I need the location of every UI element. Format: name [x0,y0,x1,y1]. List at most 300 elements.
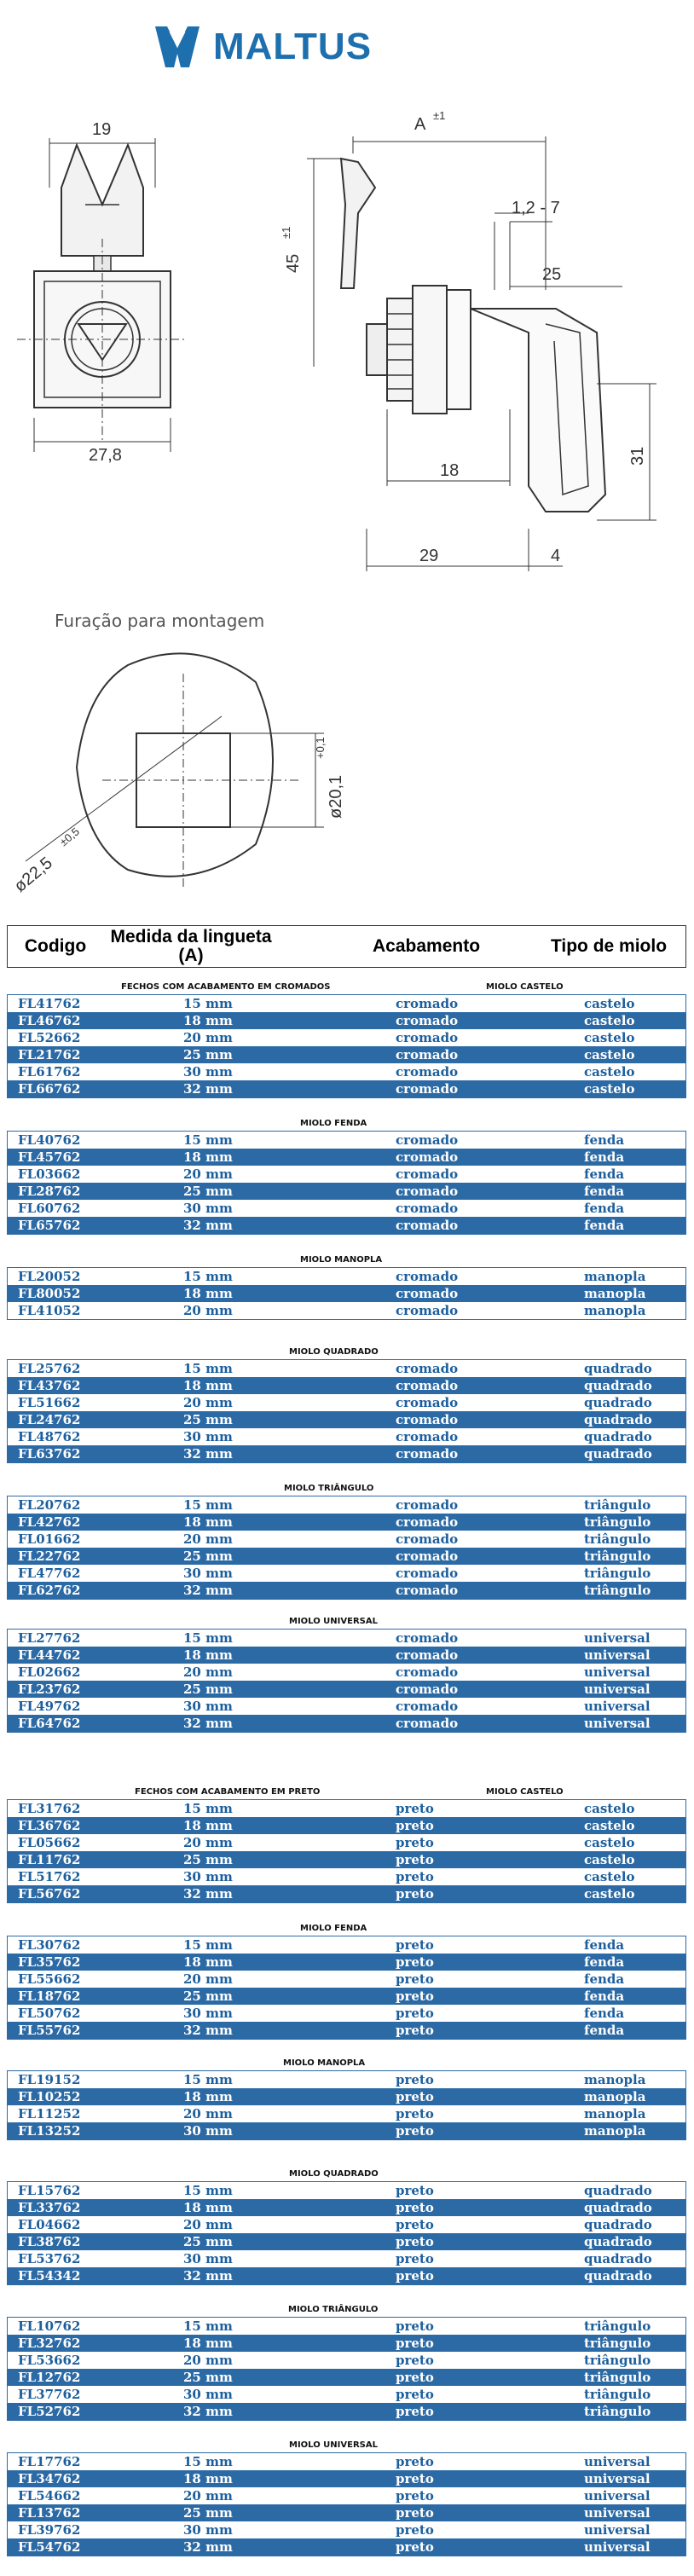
cell-miolo: quadrado [584,1429,652,1444]
cell-medida: 30 mm [183,1429,233,1444]
cell-acabamento: cromado [396,1497,459,1513]
cell-miolo: manopla [584,2072,646,2087]
cell-codigo: FL30762 [18,1937,81,1953]
cell-codigo: FL04662 [18,2217,81,2232]
table-row [8,1012,685,1029]
header-tipo-miolo: Tipo de miolo [550,936,668,956]
cell-codigo: FL25762 [18,1361,81,1376]
cell-miolo: fenda [584,1988,625,2004]
cell-medida: 15 mm [183,1801,233,1816]
table-row [8,2216,685,2233]
table-row [8,2233,685,2250]
cell-codigo: FL80052 [18,1286,81,1301]
section-finish-label: FECHOS COM ACABAMENTO EM CROMADOS [121,982,331,992]
cell-medida: 25 mm [183,1852,233,1867]
table-row [8,1800,685,1817]
cell-miolo: castelo [584,1030,635,1045]
dim-45-tol: ±1 [280,226,292,239]
cell-medida: 32 mm [183,1446,233,1462]
cell-acabamento: cromado [396,1149,459,1165]
cell-acabamento: preto [396,2539,434,2555]
cell-codigo: FL41052 [18,1303,81,1318]
cell-codigo: FL63762 [18,1446,81,1462]
table-row [8,1166,685,1183]
cell-codigo: FL47762 [18,1566,81,1581]
cell-codigo: FL61762 [18,1064,81,1080]
cell-acabamento: cromado [396,1630,459,1646]
cell-miolo: quadrado [584,2251,652,2266]
section-miolo-label: MIOLO CASTELO [486,1787,564,1797]
header-codigo: Codigo [24,936,87,956]
cell-miolo: castelo [584,1818,635,1833]
cell-medida: 18 mm [183,1818,233,1833]
table-row [8,1063,685,1080]
cell-medida: 20 mm [183,1395,233,1410]
cell-acabamento: preto [396,2006,434,2021]
cell-acabamento: preto [396,1835,434,1850]
header-medida: Medida da lingueta (A) [110,927,272,965]
table-row [8,1715,685,1732]
maltus-logo-icon [152,21,203,72]
cell-medida: 20 mm [183,1531,233,1547]
cell-miolo: fenda [584,2023,625,2038]
cell-medida: 30 mm [183,1699,233,1714]
cell-acabamento: preto [396,2454,434,2469]
cell-acabamento: preto [396,2183,434,2198]
cell-codigo: FL60762 [18,1201,81,1216]
table-row [8,2521,685,2538]
cell-codigo: FL51662 [18,1395,81,1410]
cell-acabamento: cromado [396,1166,459,1182]
cell-codigo: FL53762 [18,2251,81,2266]
cell-codigo: FL52762 [18,2404,81,2419]
cell-miolo: quadrado [584,2234,652,2249]
cell-miolo: universal [584,1647,651,1663]
table-row [8,1698,685,1715]
cell-miolo: quadrado [584,1378,652,1393]
cell-acabamento: preto [396,2471,434,2486]
table-row [8,2538,685,2556]
cell-medida: 32 mm [183,2023,233,2038]
table-row [8,2335,685,2352]
cell-miolo: fenda [584,1954,625,1970]
table-row [8,1936,685,1954]
dim-25: 25 [542,265,562,284]
cell-acabamento: cromado [396,1429,459,1444]
cell-acabamento: preto [396,1886,434,1902]
cell-acabamento: preto [396,1852,434,1867]
cell-acabamento: cromado [396,1047,459,1062]
brand-name: MALTUS [213,26,373,67]
cell-acabamento: cromado [396,1699,459,1714]
table-row [8,1817,685,1834]
table-row [8,1217,685,1234]
cell-miolo: manopla [584,2089,646,2104]
cell-acabamento: preto [396,2318,434,2334]
section-miolo-label: MIOLO TRIÂNGULO [288,2305,379,2314]
cell-miolo: triângulo [584,2387,651,2402]
cell-miolo: quadrado [584,2183,652,2198]
cell-acabamento: cromado [396,1081,459,1097]
table-section [7,1359,686,1463]
section-miolo-label: MIOLO TRIÂNGULO [284,1484,374,1493]
cell-acabamento: cromado [396,1361,459,1376]
table-row [8,2352,685,2369]
cell-codigo: FL41762 [18,996,81,1011]
cell-medida: 15 mm [183,2318,233,2334]
cell-miolo: fenda [584,1971,625,1987]
cell-medida: 18 mm [183,2336,233,2351]
cell-codigo: FL01662 [18,1531,81,1547]
cell-codigo: FL12762 [18,2370,81,2385]
cell-medida: 15 mm [183,1132,233,1148]
cell-codigo: FL46762 [18,1013,81,1028]
cell-miolo: triângulo [584,1583,651,1598]
cell-miolo: castelo [584,1013,635,1028]
table-section [7,2317,686,2421]
cell-acabamento: cromado [396,1583,459,1598]
cell-acabamento: cromado [396,1514,459,1530]
section-miolo-label: MIOLO UNIVERSAL [289,1617,378,1626]
cell-miolo: triângulo [584,1548,651,1564]
cell-acabamento: preto [396,1818,434,1833]
cell-miolo: triângulo [584,1514,651,1530]
cell-codigo: FL20762 [18,1497,81,1513]
table-row [8,2022,685,2039]
cell-miolo: castelo [584,1852,635,1867]
table-row [8,1394,685,1411]
side-view [280,109,656,571]
cell-medida: 32 mm [183,2268,233,2284]
table-row [8,1885,685,1902]
table-row [8,2369,685,2386]
table-row [8,2267,685,2284]
cell-medida: 32 mm [183,1583,233,1598]
dim-4: 4 [551,547,561,565]
section-miolo-label: MIOLO FENDA [300,1924,367,1933]
cell-codigo: FL32762 [18,2336,81,2351]
cell-miolo: triângulo [584,2353,651,2368]
cell-miolo: manopla [584,2106,646,2122]
table-row [8,1681,685,1698]
cell-miolo: universal [584,2505,651,2521]
table-row [8,2005,685,2022]
cell-codigo: FL33762 [18,2200,81,2215]
table-row [8,1080,685,1097]
technical-drawing [0,85,694,597]
cell-codigo: FL48762 [18,1429,81,1444]
cell-codigo: FL02662 [18,1664,81,1680]
cell-miolo: manopla [584,1269,646,1284]
cell-codigo: FL05662 [18,1835,81,1850]
cell-acabamento: preto [396,2353,434,2368]
cell-miolo: fenda [584,2006,625,2021]
cell-medida: 15 mm [183,1269,233,1284]
table-row [8,2470,685,2487]
cell-codigo: FL52662 [18,1030,81,1045]
table-row [8,1285,685,1302]
cell-codigo: FL28762 [18,1184,81,1199]
cell-miolo: universal [584,1664,651,1680]
cell-miolo: universal [584,2522,651,2538]
cell-codigo: FL10762 [18,2318,81,2334]
cell-miolo: fenda [584,1149,625,1165]
cell-acabamento: cromado [396,1378,459,1393]
table-row [8,995,685,1012]
cell-medida: 18 mm [183,1514,233,1530]
cell-codigo: FL36762 [18,1818,81,1833]
cell-acabamento: preto [396,2072,434,2087]
cell-medida: 30 mm [183,2522,233,2538]
table-row [8,2453,685,2470]
cell-miolo: castelo [584,1801,635,1816]
cell-miolo: quadrado [584,1412,652,1427]
cell-medida: 25 mm [183,1047,233,1062]
cell-miolo: universal [584,2488,651,2504]
cell-codigo: FL40762 [18,1132,81,1148]
table-row [8,1268,685,1285]
cell-medida: 20 mm [183,1030,233,1045]
mounting-hole-drawing [0,631,694,912]
table-section [7,1267,686,1320]
cell-acabamento: cromado [396,1013,459,1028]
table-row [8,1565,685,1582]
cell-codigo: FL65762 [18,1218,81,1233]
table-row [8,2250,685,2267]
cell-miolo: manopla [584,1286,646,1301]
cell-medida: 18 mm [183,1647,233,1663]
cell-medida: 20 mm [183,1835,233,1850]
table-row [8,1514,685,1531]
dim-31: 31 [628,446,647,466]
table-section [7,2181,686,2285]
cell-acabamento: preto [396,2106,434,2122]
cell-acabamento: cromado [396,1132,459,1148]
cell-miolo: triângulo [584,1566,651,1581]
cell-codigo: FL34762 [18,2471,81,2486]
cell-medida: 15 mm [183,1937,233,1953]
cell-acabamento: cromado [396,1286,459,1301]
table-row [8,1630,685,1647]
table-row [8,1200,685,1217]
cell-codigo: FL55662 [18,1971,81,1987]
dim-a-tol: ±1 [433,109,446,122]
table-row [8,2088,685,2105]
dim-19: 19 [92,120,112,139]
cell-codigo: FL54342 [18,2268,81,2284]
table-row [8,1132,685,1149]
table-row [8,1377,685,1394]
table-row [8,1868,685,1885]
cell-miolo: manopla [584,1303,646,1318]
table-row [8,1548,685,1565]
cell-medida: 25 mm [183,2370,233,2385]
section-miolo-label: MIOLO QUADRADO [289,2169,379,2179]
front-view [17,120,188,465]
table-row [8,2403,685,2420]
cell-medida: 32 mm [183,2539,233,2555]
cell-miolo: quadrado [584,1446,652,1462]
cell-miolo: triângulo [584,1531,651,1547]
cell-medida: 32 mm [183,1716,233,1731]
cell-codigo: FL15762 [18,2183,81,2198]
table-row [8,1411,685,1428]
cell-miolo: fenda [584,1201,625,1216]
cell-codigo: FL43762 [18,1378,81,1393]
cell-codigo: FL31762 [18,1801,81,1816]
cell-medida: 20 mm [183,2353,233,2368]
cell-acabamento: preto [396,2200,434,2215]
cell-medida: 18 mm [183,1149,233,1165]
cell-codigo: FL21762 [18,1047,81,1062]
cell-codigo: FL53662 [18,2353,81,2368]
cell-acabamento: preto [396,2234,434,2249]
cell-codigo: FL35762 [18,1954,81,1970]
table-row [8,1971,685,1988]
section-finish-label: FECHOS COM ACABAMENTO EM PRETO [135,1787,321,1797]
hole-square-dim: ø20,1 [327,774,345,819]
cell-codigo: FL20052 [18,1269,81,1284]
cell-medida: 20 mm [183,1303,233,1318]
cell-medida: 25 mm [183,1548,233,1564]
cell-codigo: FL54762 [18,2539,81,2555]
cell-codigo: FL38762 [18,2234,81,2249]
cell-codigo: FL37762 [18,2387,81,2402]
cell-miolo: fenda [584,1166,625,1182]
cell-acabamento: cromado [396,1566,459,1581]
cell-acabamento: preto [396,1869,434,1884]
table-row [8,2071,685,2088]
table-row [8,1988,685,2005]
section-miolo-label: MIOLO CASTELO [486,982,564,992]
cell-acabamento: preto [396,1937,434,1953]
cell-miolo: universal [584,2539,651,2555]
cell-miolo: castelo [584,1064,635,1080]
table-row [8,1851,685,1868]
table-row [8,1428,685,1445]
cell-acabamento: preto [396,2404,434,2419]
table-row [8,2386,685,2403]
table-row [8,2318,685,2335]
table-row [8,2504,685,2521]
cell-codigo: FL03662 [18,1166,81,1182]
cell-miolo: castelo [584,1047,635,1062]
cell-acabamento: preto [396,2251,434,2266]
cell-codigo: FL39762 [18,2522,81,2538]
cell-codigo: FL11762 [18,1852,81,1867]
header-acabamento: Acabamento [372,936,481,956]
cell-codigo: FL23762 [18,1682,81,1697]
dim-18: 18 [440,461,460,480]
cell-codigo: FL22762 [18,1548,81,1564]
cell-codigo: FL27762 [18,1630,81,1646]
cell-acabamento: preto [396,2488,434,2504]
cell-medida: 32 mm [183,1081,233,1097]
cell-miolo: quadrado [584,2217,652,2232]
cell-medida: 30 mm [183,1869,233,1884]
cell-miolo: quadrado [584,1361,652,1376]
cell-miolo: universal [584,1682,651,1697]
cell-codigo: FL50762 [18,2006,81,2021]
cell-medida: 32 mm [183,1218,233,1233]
cell-acabamento: cromado [396,996,459,1011]
section-miolo-label: MIOLO MANOPLA [283,2058,366,2068]
cell-medida: 20 mm [183,2217,233,2232]
table-row [8,1582,685,1599]
cell-acabamento: cromado [396,1548,459,1564]
dim-27-8: 27,8 [89,446,122,465]
table-section [7,1629,686,1733]
cell-codigo: FL62762 [18,1583,81,1598]
cell-medida: 20 mm [183,2106,233,2122]
table-row [8,1664,685,1681]
cell-medida: 32 mm [183,1886,233,1902]
cell-medida: 25 mm [183,1988,233,2004]
cell-codigo: FL66762 [18,1081,81,1097]
table-header [7,925,686,968]
cell-miolo: quadrado [584,2268,652,2284]
cell-acabamento: cromado [396,1064,459,1080]
cell-miolo: manopla [584,2123,646,2139]
cell-miolo: universal [584,2454,651,2469]
cell-acabamento: cromado [396,1412,459,1427]
cell-miolo: quadrado [584,1395,652,1410]
table-section [7,1496,686,1600]
cell-codigo: FL64762 [18,1716,81,1731]
cell-acabamento: preto [396,1801,434,1816]
cell-codigo: FL42762 [18,1514,81,1530]
cell-medida: 15 mm [183,1630,233,1646]
cell-miolo: castelo [584,1835,635,1850]
cell-medida: 15 mm [183,2454,233,2469]
hole-square-tol: +0,1 [314,737,327,759]
cell-miolo: triângulo [584,2404,651,2419]
cell-miolo: universal [584,1699,651,1714]
table-row [8,1496,685,1514]
cell-miolo: fenda [584,1184,625,1199]
cell-medida: 15 mm [183,1361,233,1376]
cell-acabamento: cromado [396,1682,459,1697]
cell-miolo: triângulo [584,2336,651,2351]
table-section [7,1131,686,1235]
cell-acabamento: cromado [396,1303,459,1318]
cell-medida: 20 mm [183,1664,233,1680]
cell-miolo: quadrado [584,2200,652,2215]
section-miolo-label: MIOLO FENDA [300,1119,367,1128]
table-row [8,2199,685,2216]
cell-medida: 32 mm [183,2404,233,2419]
cell-acabamento: cromado [396,1184,459,1199]
table-row [8,1647,685,1664]
cell-codigo: FL17762 [18,2454,81,2469]
table-row [8,1183,685,1200]
cell-acabamento: cromado [396,1269,459,1284]
cell-miolo: triângulo [584,2318,651,2334]
cell-medida: 18 mm [183,2200,233,2215]
table-row [8,1149,685,1166]
cell-medida: 18 mm [183,1378,233,1393]
section-miolo-label: MIOLO QUADRADO [289,1347,379,1357]
cell-miolo: universal [584,2471,651,2486]
cell-acabamento: preto [396,2522,434,2538]
table-section [7,1936,686,2040]
cell-medida: 15 mm [183,996,233,1011]
cell-miolo: universal [584,1716,651,1731]
cell-medida: 18 mm [183,1954,233,1970]
section-miolo-label: MIOLO UNIVERSAL [289,2440,378,2450]
cell-medida: 20 mm [183,1971,233,1987]
dim-a: A [414,115,426,134]
